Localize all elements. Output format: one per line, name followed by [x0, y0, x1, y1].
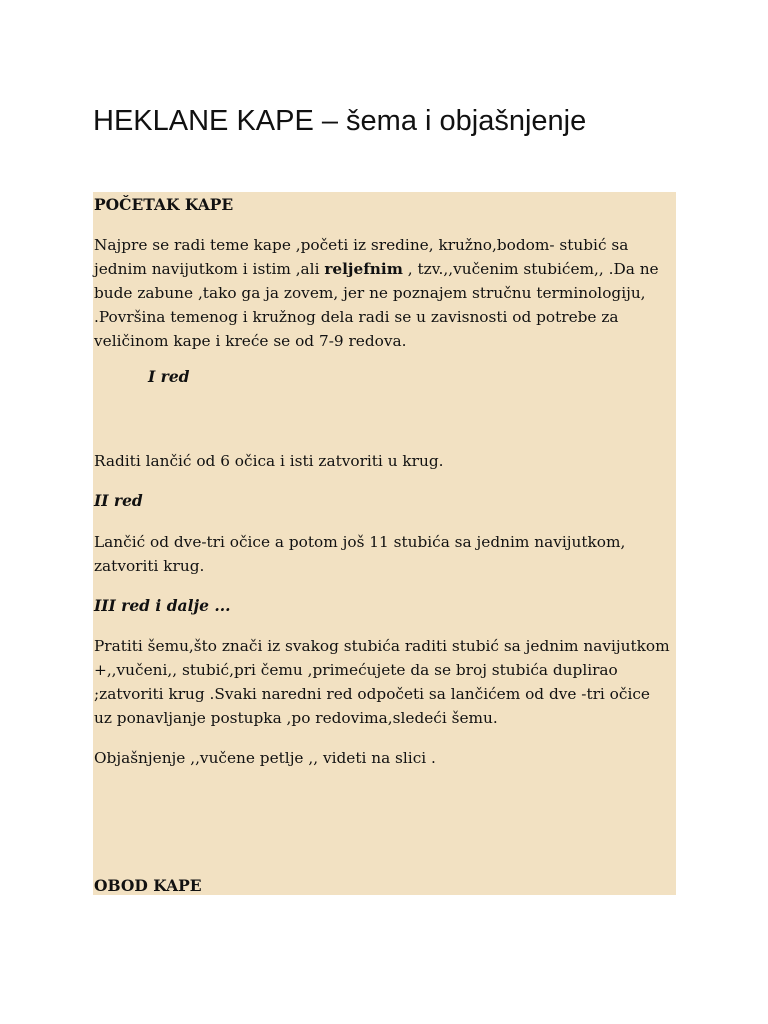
document-title: HEKLANE KAPE – šema i objašnjenje [93, 105, 587, 137]
row-3-heading: III red i dalje ... [94, 596, 231, 615]
intro-text-part-2: , tzv.,,vučenim stubićem,, .Da ne bude zabune ,tako ga ja zovem, jer ne poznajem stručnu terminologiju, .Površina temenog i kružnog dela radi se u zavisnosti od potrebe za veličinom kape i kreće se od 7-9 redova. [94, 260, 659, 350]
row-1-heading: I red [148, 367, 190, 386]
section-heading-obod-kape: OBOD KAPE [94, 876, 202, 895]
intro-paragraph [94, 233, 670, 353]
explanation-text: Objašnjenje ,,vučene petlje ,, videti na slici . [94, 749, 436, 767]
row-3-text: Pratiti šemu,što znači iz svakog stubića raditi stubić sa jednim navijutkom +,,vučeni,, stubić,pri čemu ,primećujete da se broj stubića duplirao ;zatvoriti krug .Svaki naredni red odpočeti sa lančićem od dve -tri očice uz ponavljanje postupka ,po redovima,sledeći šemu. [94, 637, 670, 727]
content-panel [93, 192, 676, 895]
section-heading-pocetak-kape: POČETAK KAPE [94, 195, 234, 214]
row-2-heading: II red [94, 491, 143, 510]
intro-bold-term: reljefnim [324, 260, 403, 278]
intro-text-part-1: Najpre se radi teme kape ,početi iz sredine, kružno,bodom- stubić sa jednim navijutkom i istim ,ali [94, 236, 629, 278]
row-2-text: Lančić od dve-tri očice a potom još 11 stubića sa jednim navijutkom, zatvoriti krug. [94, 533, 626, 575]
row-1-text: Raditi lančić od 6 očica i isti zatvoriti u krug. [94, 452, 444, 470]
